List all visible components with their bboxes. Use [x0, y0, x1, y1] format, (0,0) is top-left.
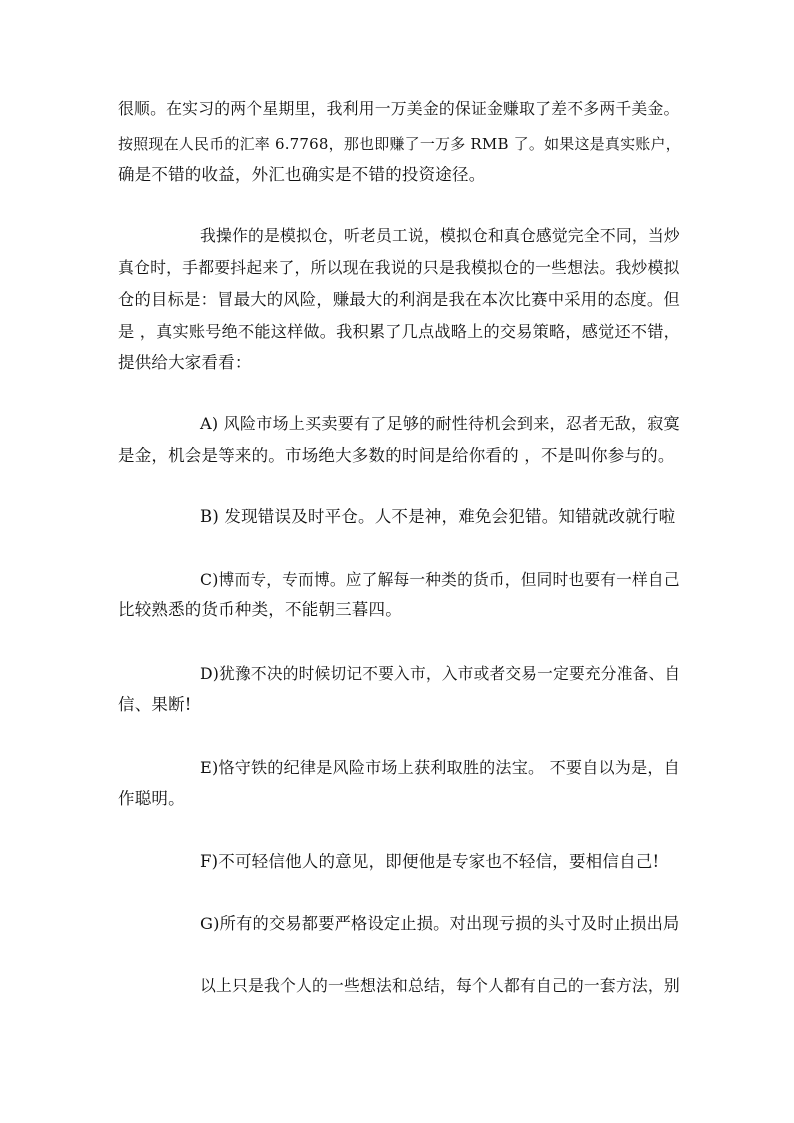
paragraph-c-line-1: C)博而专，专而博。应了解每一种类的货币，但同时也要有一样自己	[200, 570, 680, 589]
paragraph-g-line-1: G)所有的交易都要严格设定止损。对出现亏损的头寸及时止损出局	[200, 914, 680, 933]
paragraph-e-line-1: E)恪守铁的纪律是风险市场上获利取胜的法宝。 不要自以为是，自	[200, 758, 680, 777]
paragraph-1-line-2: 按照现在人民币的汇率 6.7768，那也即赚了一万多 RMB 了。如果这是真实账户，	[118, 135, 681, 153]
paragraph-d-line-2: 信、果断!	[118, 695, 192, 714]
paragraph-2-line-1: 我操作的是模拟仓，听老员工说，模拟仓和真仓感觉完全不同，当炒	[200, 226, 680, 245]
paragraph-a-line-1: A) 风险市场上买卖要有了足够的耐性待机会到来，忍者无敌，寂寞	[200, 414, 680, 433]
paragraph-1-line-3: 确是不错的收益，外汇也确实是不错的投资途径。	[118, 165, 486, 184]
paragraph-2-line-2: 真仓时，手都要抖起来了，所以现在我说的只是我模拟仓的一些想法。我炒模拟	[118, 258, 680, 277]
paragraph-closing-line-1: 以上只是我个人的一些想法和总结，每个人都有自己的一套方法，别	[200, 976, 680, 995]
paragraph-b-line-1: B) 发现错误及时平仓。人不是神，难免会犯错。知错就改就行啦	[200, 507, 676, 526]
paragraph-a-line-2: 是金，机会是等来的。市场绝大多数的时间是给你看的 ，不是叫你参与的。	[118, 446, 675, 465]
paragraph-2-line-5: 提供给大家看看：	[118, 353, 252, 372]
paragraph-1-line-1: 很顺。在实习的两个星期里，我利用一万美金的保证金赚取了差不多两千美金。	[118, 99, 680, 118]
paragraph-e-line-2: 作聪明。	[118, 789, 185, 808]
paragraph-2-line-3: 仓的目标是：冒最大的风险，赚最大的利润是我在本次比赛中采用的态度。但	[118, 290, 680, 309]
paragraph-f-line-1: F)不可轻信他人的意见，即便他是专家也不轻信，要相信自己!	[200, 852, 660, 871]
paragraph-c-line-2: 比较熟悉的货币种类，不能朝三暮四。	[118, 600, 402, 619]
paragraph-d-line-1: D)犹豫不决的时候切记不要入市，入市或者交易一定要充分准备、自	[200, 664, 681, 683]
paragraph-2-line-4: 是 ，真实账号绝不能这样做。我积累了几点战略上的交易策略，感觉还不错，	[118, 322, 680, 341]
